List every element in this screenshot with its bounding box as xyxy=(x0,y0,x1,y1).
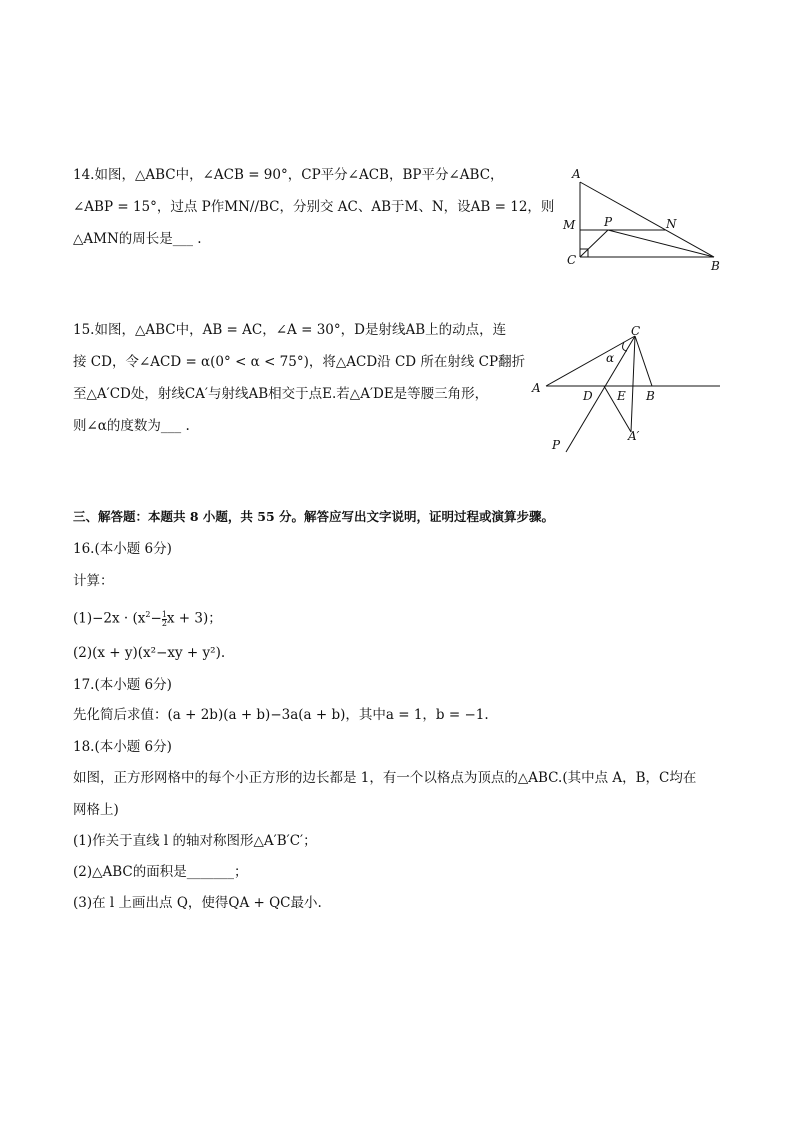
q14-line-2: ∠ABP = 15°，过点 P作MN//BC，分别交 AC、AB于M、N，设AB = 12，则 xyxy=(73,199,555,215)
label-c: C xyxy=(631,324,641,338)
segment-ac xyxy=(546,336,635,386)
segment-cp xyxy=(580,230,608,257)
q15-figure xyxy=(528,322,724,456)
label-m: M xyxy=(563,218,576,232)
section-3-heading: 三、解答题：本题共 8 小题，共 55 分。解答应写出文字说明，证明过程或演算步骤。 xyxy=(73,509,555,524)
q18-line-1: 如图，正方形网格中的每个小正方形的边长都是 1，有一个以格点为顶点的△ABC.(其中点 A，B，C均在 xyxy=(73,770,697,786)
q18-part-3: (3)在 l 上画出点 Q，使得QA + QC最小. xyxy=(73,895,322,911)
q16-part-2: (2)(x + y)(x²−xy + y²). xyxy=(73,645,226,661)
segment-bp xyxy=(608,230,714,257)
q14-line-1: 14.如图，△ABC中，∠ACB = 90°，CP平分∠ACB，BP平分∠ABC， xyxy=(73,167,504,183)
q14-figure xyxy=(558,164,728,276)
q16-p1-denominator: 2 xyxy=(161,618,167,628)
q16-p1-exponent: 2 xyxy=(145,610,151,619)
label-n: N xyxy=(666,217,677,231)
q14-line-3: △AMN的周长是___ . xyxy=(73,231,202,247)
label-p: P xyxy=(604,215,613,229)
q15-line-4: 则∠α的度数为___ . xyxy=(73,418,190,434)
q16-p1-end: x + 3)； xyxy=(166,610,222,627)
segment-cb xyxy=(635,336,652,386)
label-b: B xyxy=(646,389,655,403)
side-ab xyxy=(580,182,714,257)
label-alpha: α xyxy=(606,351,615,365)
ray-ca-prime xyxy=(631,336,635,432)
label-c: C xyxy=(567,253,577,267)
q16-p1-start: (1)−2x · (x xyxy=(73,610,146,627)
label-a: A xyxy=(572,167,581,181)
q15-line-2: 接 CD，令∠ACD = α(0° < α < 75°)，将△ACD沿 CD 所在射线 CP翻折 xyxy=(73,354,526,370)
q16-prompt: 计算： xyxy=(73,573,114,589)
q16-p1-minus: − xyxy=(150,610,162,627)
q15-line-1: 15.如图，△ABC中，AB = AC，∠A = 30°，D是射线AB上的动点，连 xyxy=(73,322,507,338)
q18-part-1: (1)作关于直线 l 的轴对称图形△A′B′C′； xyxy=(73,833,317,849)
q18-title: 18.(本小题 6分) xyxy=(73,739,172,755)
q18-part-2: (2)△ABC的面积是_______； xyxy=(73,864,248,880)
q16-p1-numerator: 1 xyxy=(161,609,167,619)
q18-line-2: 网格上) xyxy=(73,802,119,818)
label-p: P xyxy=(552,438,561,452)
label-d: D xyxy=(583,389,593,403)
label-a: A xyxy=(532,381,541,395)
label-b: B xyxy=(711,259,720,273)
q17-text: 先化简后求值：(a + 2b)(a + b)−3a(a + b)，其中a = 1，b = −1. xyxy=(73,707,489,723)
label-a-prime: A′ xyxy=(628,429,640,443)
q17-title: 17.(本小题 6分) xyxy=(73,677,172,693)
q16-part-1 xyxy=(73,605,222,629)
q16-title: 16.(本小题 6分) xyxy=(73,541,172,557)
q15-line-3: 至△A′CD处，射线CA′与射线AB相交于点E.若△A′DE是等腰三角形， xyxy=(73,386,489,402)
label-e: E xyxy=(617,389,626,403)
